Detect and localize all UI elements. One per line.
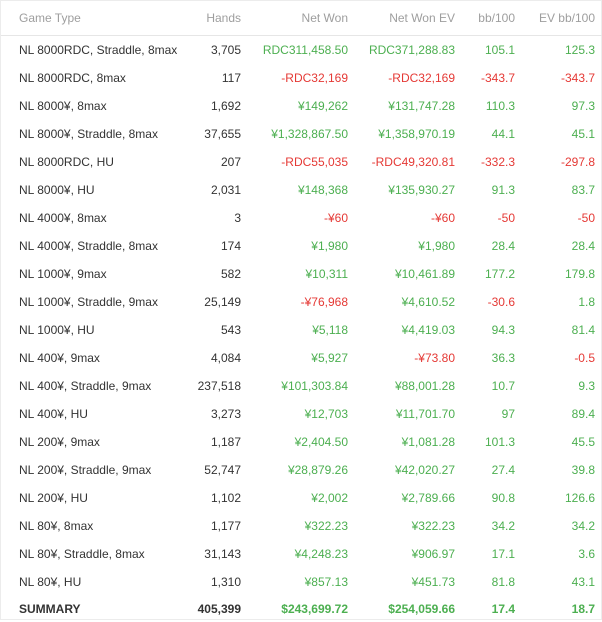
- cell-ev-bb100: 39.8: [523, 456, 602, 484]
- table-row[interactable]: [1, 344, 602, 372]
- cell-net-won-ev: ¥4,610.52: [356, 288, 463, 316]
- cell-ev-bb100: 125.3: [523, 36, 602, 65]
- summary-ev-bb100: 18.7: [523, 596, 602, 622]
- cell-ev-bb100: 9.3: [523, 372, 602, 400]
- cell-net-won-ev: ¥1,081.28: [356, 428, 463, 456]
- cell-hands: 117: [183, 64, 249, 92]
- cell-game-type: NL 8000¥, HU: [1, 176, 183, 204]
- cell-net-won: ¥2,404.50: [249, 428, 356, 456]
- cell-hands: 31,143: [183, 540, 249, 568]
- cell-net-won: ¥10,311: [249, 260, 356, 288]
- cell-bb100: 44.1: [463, 120, 523, 148]
- cell-net-won: ¥2,002: [249, 484, 356, 512]
- cell-net-won: -RDC32,169: [249, 64, 356, 92]
- cell-game-type: NL 400¥, Straddle, 9max: [1, 372, 183, 400]
- header-game-type[interactable]: Game Type: [1, 1, 183, 36]
- cell-net-won: -¥76,968: [249, 288, 356, 316]
- cell-hands: 1,177: [183, 512, 249, 540]
- table-row[interactable]: [1, 36, 602, 65]
- table-row[interactable]: [1, 512, 602, 540]
- cell-net-won-ev: ¥11,701.70: [356, 400, 463, 428]
- cell-bb100: 90.8: [463, 484, 523, 512]
- cell-hands: 207: [183, 148, 249, 176]
- cell-ev-bb100: 81.4: [523, 316, 602, 344]
- cell-bb100: 10.7: [463, 372, 523, 400]
- cell-game-type: NL 400¥, 9max: [1, 344, 183, 372]
- cell-hands: 4,084: [183, 344, 249, 372]
- cell-bb100: 97: [463, 400, 523, 428]
- cell-game-type: NL 80¥, 8max: [1, 512, 183, 540]
- cell-bb100: 34.2: [463, 512, 523, 540]
- cell-ev-bb100: 45.5: [523, 428, 602, 456]
- table-row[interactable]: [1, 372, 602, 400]
- cell-hands: 52,747: [183, 456, 249, 484]
- header-net-won-ev[interactable]: Net Won EV: [356, 1, 463, 36]
- table-row[interactable]: [1, 484, 602, 512]
- cell-net-won-ev: ¥2,789.66: [356, 484, 463, 512]
- cell-bb100: 110.3: [463, 92, 523, 120]
- cell-net-won: ¥28,879.26: [249, 456, 356, 484]
- cell-game-type: NL 8000RDC, HU: [1, 148, 183, 176]
- stats-table: [1, 1, 602, 622]
- cell-net-won-ev: -¥60: [356, 204, 463, 232]
- table-row[interactable]: [1, 148, 602, 176]
- cell-hands: 25,149: [183, 288, 249, 316]
- table-row[interactable]: [1, 204, 602, 232]
- cell-game-type: NL 8000¥, 8max: [1, 92, 183, 120]
- cell-ev-bb100: -50: [523, 204, 602, 232]
- cell-ev-bb100: 43.1: [523, 568, 602, 596]
- header-hands[interactable]: Hands: [183, 1, 249, 36]
- cell-ev-bb100: 28.4: [523, 232, 602, 260]
- cell-game-type: NL 80¥, Straddle, 8max: [1, 540, 183, 568]
- cell-bb100: 28.4: [463, 232, 523, 260]
- cell-ev-bb100: 1.8: [523, 288, 602, 316]
- cell-bb100: 105.1: [463, 36, 523, 65]
- summary-label: SUMMARY: [1, 596, 183, 622]
- cell-net-won-ev: ¥906.97: [356, 540, 463, 568]
- cell-net-won: ¥101,303.84: [249, 372, 356, 400]
- cell-net-won: ¥1,980: [249, 232, 356, 260]
- cell-hands: 1,310: [183, 568, 249, 596]
- table-header: [1, 1, 602, 36]
- cell-hands: 3: [183, 204, 249, 232]
- summary-bb100: 17.4: [463, 596, 523, 622]
- cell-net-won: ¥149,262: [249, 92, 356, 120]
- cell-bb100: 36.3: [463, 344, 523, 372]
- cell-net-won: ¥322.23: [249, 512, 356, 540]
- cell-bb100: 101.3: [463, 428, 523, 456]
- cell-game-type: NL 4000¥, Straddle, 8max: [1, 232, 183, 260]
- table-row[interactable]: [1, 428, 602, 456]
- header-bb100[interactable]: bb/100: [463, 1, 523, 36]
- cell-game-type: NL 80¥, HU: [1, 568, 183, 596]
- header-net-won[interactable]: Net Won: [249, 1, 356, 36]
- cell-game-type: NL 1000¥, Straddle, 9max: [1, 288, 183, 316]
- table-row[interactable]: [1, 568, 602, 596]
- cell-bb100: 17.1: [463, 540, 523, 568]
- cell-bb100: -343.7: [463, 64, 523, 92]
- cell-net-won: RDC311,458.50: [249, 36, 356, 65]
- cell-hands: 174: [183, 232, 249, 260]
- cell-ev-bb100: -343.7: [523, 64, 602, 92]
- cell-ev-bb100: 83.7: [523, 176, 602, 204]
- cell-game-type: NL 8000RDC, Straddle, 8max: [1, 36, 183, 65]
- cell-game-type: NL 8000RDC, 8max: [1, 64, 183, 92]
- cell-net-won-ev: -RDC49,320.81: [356, 148, 463, 176]
- cell-net-won-ev: ¥42,020.27: [356, 456, 463, 484]
- table-row[interactable]: [1, 540, 602, 568]
- cell-ev-bb100: 179.8: [523, 260, 602, 288]
- cell-bb100: 81.8: [463, 568, 523, 596]
- cell-game-type: NL 200¥, 9max: [1, 428, 183, 456]
- table-row[interactable]: [1, 260, 602, 288]
- cell-ev-bb100: 34.2: [523, 512, 602, 540]
- cell-net-won: ¥857.13: [249, 568, 356, 596]
- cell-game-type: NL 1000¥, 9max: [1, 260, 183, 288]
- summary-hands: 405,399: [183, 596, 249, 622]
- cell-net-won-ev: ¥10,461.89: [356, 260, 463, 288]
- cell-net-won-ev: ¥131,747.28: [356, 92, 463, 120]
- header-row: [1, 1, 602, 36]
- cell-hands: 1,692: [183, 92, 249, 120]
- cell-bb100: -50: [463, 204, 523, 232]
- cell-bb100: 27.4: [463, 456, 523, 484]
- cell-hands: 3,273: [183, 400, 249, 428]
- cell-hands: 1,102: [183, 484, 249, 512]
- cell-net-won: -¥60: [249, 204, 356, 232]
- cell-net-won: ¥1,328,867.50: [249, 120, 356, 148]
- cell-ev-bb100: 3.6: [523, 540, 602, 568]
- cell-net-won: ¥4,248.23: [249, 540, 356, 568]
- table-row[interactable]: [1, 400, 602, 428]
- cell-hands: 3,705: [183, 36, 249, 65]
- table-row[interactable]: [1, 64, 602, 92]
- cell-hands: 543: [183, 316, 249, 344]
- summary-row: [1, 596, 602, 622]
- cell-bb100: -332.3: [463, 148, 523, 176]
- cell-net-won-ev: -RDC32,169: [356, 64, 463, 92]
- summary-net-won-ev: $254,059.66: [356, 596, 463, 622]
- cell-game-type: NL 4000¥, 8max: [1, 204, 183, 232]
- cell-hands: 237,518: [183, 372, 249, 400]
- cell-net-won: ¥148,368: [249, 176, 356, 204]
- cell-game-type: NL 200¥, Straddle, 9max: [1, 456, 183, 484]
- cell-net-won-ev: ¥451.73: [356, 568, 463, 596]
- cell-bb100: 94.3: [463, 316, 523, 344]
- cell-net-won-ev: ¥1,980: [356, 232, 463, 260]
- cell-bb100: -30.6: [463, 288, 523, 316]
- cell-ev-bb100: 89.4: [523, 400, 602, 428]
- table-row[interactable]: [1, 176, 602, 204]
- summary-net-won: $243,699.72: [249, 596, 356, 622]
- cell-ev-bb100: -0.5: [523, 344, 602, 372]
- cell-ev-bb100: 126.6: [523, 484, 602, 512]
- table-row[interactable]: [1, 92, 602, 120]
- cell-net-won: ¥5,927: [249, 344, 356, 372]
- cell-hands: 2,031: [183, 176, 249, 204]
- table-row[interactable]: [1, 288, 602, 316]
- cell-net-won-ev: -¥73.80: [356, 344, 463, 372]
- cell-bb100: 177.2: [463, 260, 523, 288]
- table-row[interactable]: [1, 120, 602, 148]
- cell-hands: 1,187: [183, 428, 249, 456]
- table-body: [1, 36, 602, 622]
- cell-net-won: ¥5,118: [249, 316, 356, 344]
- cell-net-won: ¥12,703: [249, 400, 356, 428]
- cell-net-won: -RDC55,035: [249, 148, 356, 176]
- cell-ev-bb100: 97.3: [523, 92, 602, 120]
- cell-game-type: NL 400¥, HU: [1, 400, 183, 428]
- cell-net-won-ev: ¥135,930.27: [356, 176, 463, 204]
- cell-net-won-ev: ¥322.23: [356, 512, 463, 540]
- cell-net-won-ev: ¥4,419.03: [356, 316, 463, 344]
- cell-ev-bb100: 45.1: [523, 120, 602, 148]
- header-ev-bb100[interactable]: EV bb/100: [523, 1, 602, 36]
- table-row[interactable]: [1, 232, 602, 260]
- cell-game-type: NL 200¥, HU: [1, 484, 183, 512]
- table-row[interactable]: [1, 316, 602, 344]
- cell-hands: 37,655: [183, 120, 249, 148]
- cell-ev-bb100: -297.8: [523, 148, 602, 176]
- cell-hands: 582: [183, 260, 249, 288]
- cell-net-won-ev: ¥1,358,970.19: [356, 120, 463, 148]
- cell-net-won-ev: RDC371,288.83: [356, 36, 463, 65]
- cell-net-won-ev: ¥88,001.28: [356, 372, 463, 400]
- cell-bb100: 91.3: [463, 176, 523, 204]
- table-row[interactable]: [1, 456, 602, 484]
- cell-game-type: NL 8000¥, Straddle, 8max: [1, 120, 183, 148]
- cell-game-type: NL 1000¥, HU: [1, 316, 183, 344]
